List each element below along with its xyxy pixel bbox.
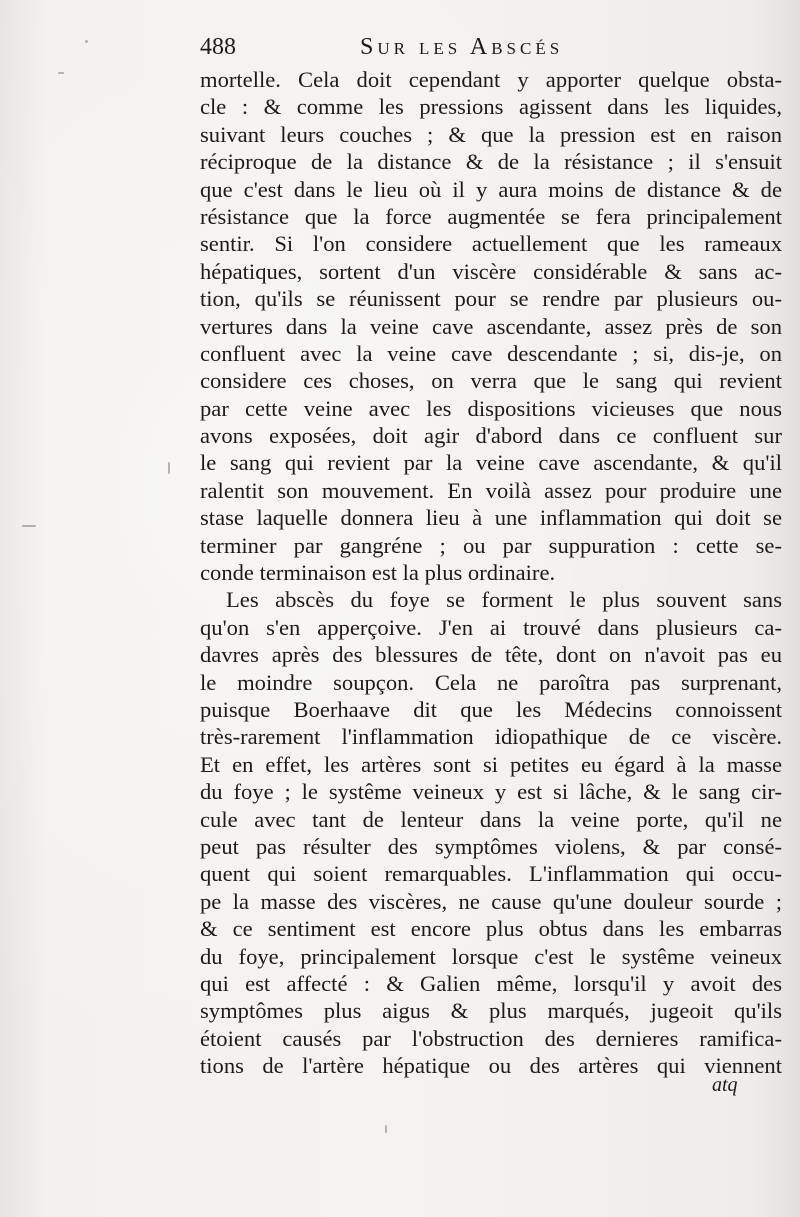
text-line: résistance que la force augmentée se fera principalement: [200, 203, 782, 229]
text-line: réciproque de la distance & de la résistance ; il s'ensuit: [200, 149, 782, 175]
text-line: tions de l'artère hépatique ou des artères qui viennent: [200, 1053, 782, 1079]
body-text: [200, 66, 782, 1079]
text-line: le moindre soupçon. Cela ne paroîtra pas surprenant,: [200, 669, 782, 695]
text-line: mortelle. Cela doit cependant y apporter quelque obsta-: [200, 67, 782, 92]
text-line: Et en effet, les artères sont si petites eu égard à la masse: [200, 751, 782, 777]
text-line: pe la masse des viscères, ne cause qu'une douleur sourde ;: [200, 888, 782, 914]
text-line: tion, qu'ils se réunissent pour se rendre par plusieurs ou-: [200, 286, 782, 312]
text-line: par cette veine avec les dispositions vicieuses que nous: [200, 395, 782, 421]
text-line: qu'on s'en apperçoive. J'en ai trouvé dans plusieurs ca-: [200, 614, 782, 640]
text-line: avons exposées, doit agir d'abord dans ce confluent sur: [200, 423, 782, 449]
page-header: [200, 34, 640, 68]
text-line: cle : & comme les pressions agissent dans les liquides,: [200, 94, 782, 120]
text-line: sentir. Si l'on considere actuellement que les rameaux: [200, 231, 782, 257]
text-line: le sang qui revient par la veine cave ascendante, & qu'il: [200, 450, 782, 476]
text-line: stase laquelle donnera lieu à une inflammation qui doit se: [200, 505, 782, 531]
text-line: vertures dans la veine cave ascendante, assez près de son: [200, 313, 782, 339]
text-line: qui est affecté : & Galien même, lorsqu'il y avoit des: [200, 970, 782, 996]
catchword: atq: [712, 1074, 738, 1096]
paper-speck: [85, 40, 88, 43]
text-line: terminer par gangréne ; ou par suppuration : cette se-: [200, 532, 782, 558]
paper-speck: [385, 1125, 387, 1133]
text-line: considere ces choses, on verra que le sang qui revient: [200, 368, 782, 394]
text-line: conde terminaison est la plus ordinaire.: [200, 560, 556, 586]
text-line: que c'est dans le lieu où il y aura moins de distance & de: [200, 176, 782, 202]
text-line: & ce sentiment est encore plus obtus dans les embarras: [200, 916, 782, 942]
text-line: symptômes plus aigus & plus marqués, jugeoit qu'ils: [200, 998, 782, 1024]
text-line: hépatiques, sortent d'un viscère considérable & sans ac-: [200, 258, 782, 284]
text-line: quent qui soient remarquables. L'inflammation qui occu-: [200, 861, 782, 887]
text-line: Les abscès du foye se forment le plus souvent sans: [226, 587, 782, 613]
text-line: confluent avec la veine cave descendante ; si, dis-je, on: [200, 340, 782, 366]
paper-speck: [58, 72, 64, 74]
text-line: ralentit son mouvement. En voilà assez pour produire une: [200, 477, 782, 503]
text-line: du foye ; le systême veineux y est si lâche, & le sang cir-: [200, 779, 782, 805]
text-line: étoient causés par l'obstruction des dernieres ramifica-: [200, 1025, 782, 1051]
page-number: 488: [200, 34, 236, 60]
text-line: peut pas résulter des symptômes violens, & par consé-: [200, 833, 782, 859]
paper-speck: [22, 525, 36, 527]
paper-speck: [168, 462, 170, 474]
text-line: cule avec tant de lenteur dans la veine porte, qu'il ne: [200, 806, 782, 832]
text-line: du foye, principalement lorsque c'est le systême veineux: [200, 943, 782, 969]
text-line: suivant leurs couches ; & que la pression est en raison: [200, 121, 782, 147]
text-line: davres après des blessures de tête, dont on n'avoit pas eu: [200, 642, 782, 668]
running-head: Sur les Abscés: [360, 34, 564, 60]
text-line: puisque Boerhaave dit que les Médecins connoissent: [200, 696, 782, 722]
text-line: très-rarement l'inflammation idiopathique de ce viscère.: [200, 724, 782, 750]
